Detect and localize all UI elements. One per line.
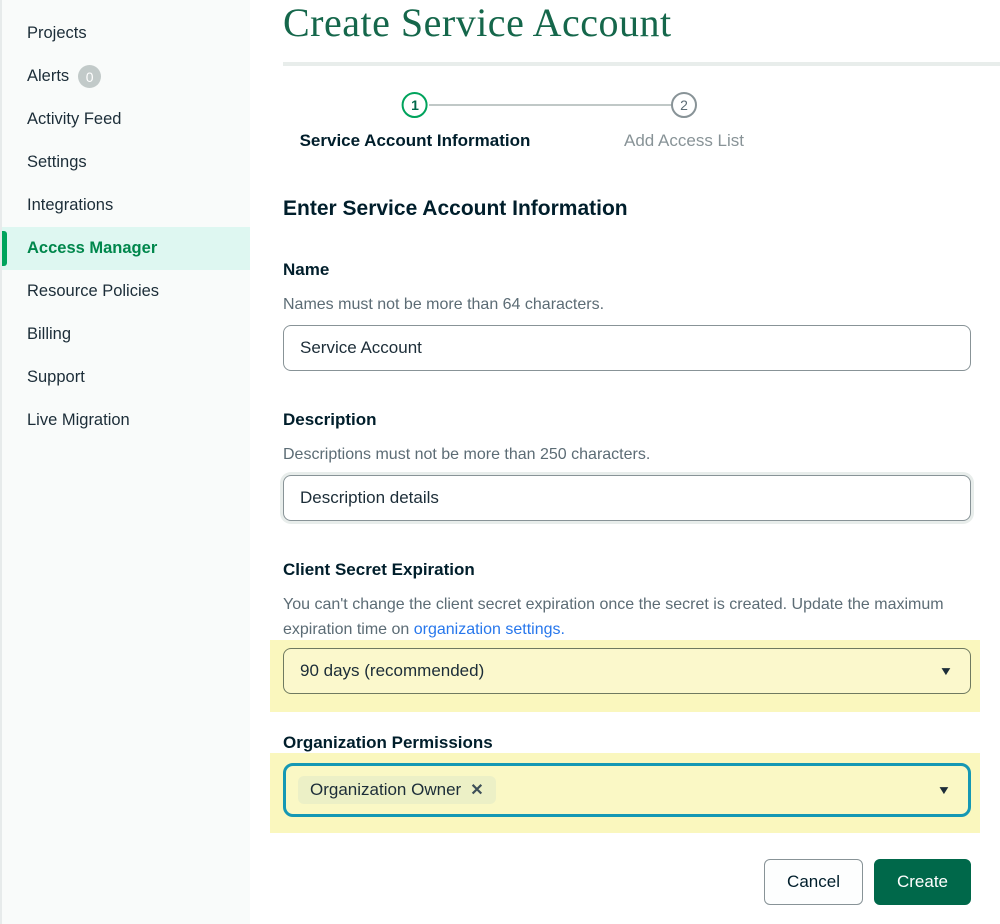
sidebar-item-label: Resource Policies bbox=[27, 282, 160, 300]
sidebar-item-live-migration[interactable] bbox=[2, 399, 250, 442]
description-label: Description bbox=[283, 410, 377, 429]
highlight-client-secret-expiration bbox=[270, 640, 980, 712]
step-2-label: Add Access List bbox=[623, 131, 745, 150]
chip-label: Organization Owner bbox=[310, 780, 462, 799]
sidebar-item-projects[interactable] bbox=[2, 12, 250, 55]
sidebar-item-label: Alerts bbox=[27, 67, 70, 85]
section-heading: Enter Service Account Information bbox=[283, 197, 628, 220]
stepper bbox=[283, 92, 971, 153]
step-1-label: Service Account Information bbox=[299, 131, 531, 150]
page-title: Create Service Account bbox=[283, 0, 672, 45]
step-1-circle: 1 bbox=[402, 92, 428, 118]
sidebar-item-label: Projects bbox=[27, 24, 87, 42]
active-indicator-bar bbox=[2, 231, 7, 266]
sidebar-item-label: Access Manager bbox=[27, 239, 158, 257]
stepper-step-2[interactable] bbox=[624, 92, 744, 151]
main-content bbox=[250, 0, 1000, 924]
organization-settings-link[interactable]: organization settings. bbox=[413, 621, 565, 638]
client-secret-helper-prefix: You can't change the client secret expiration once the secret is created. Update the maximum expiration time on bbox=[283, 596, 944, 638]
sidebar-item-label: Support bbox=[27, 368, 85, 386]
sidebar-item-label: Settings bbox=[27, 153, 87, 171]
form-actions bbox=[283, 859, 971, 905]
alerts-count-badge: 0 bbox=[78, 65, 101, 88]
sidebar-item-label: Billing bbox=[27, 325, 72, 343]
client-secret-selected-option: 90 days (recommended) bbox=[300, 661, 485, 680]
organization-permissions-combobox[interactable] bbox=[283, 763, 971, 817]
description-input[interactable] bbox=[283, 475, 971, 521]
create-button[interactable]: Create bbox=[874, 859, 971, 905]
client-secret-helper-text bbox=[283, 592, 971, 642]
sidebar-item-integrations[interactable] bbox=[2, 184, 250, 227]
description-helper-text: Descriptions must not be more than 250 characters. bbox=[283, 446, 651, 463]
sidebar-item-alerts[interactable] bbox=[2, 55, 250, 98]
sidebar-item-support[interactable] bbox=[2, 356, 250, 399]
sidebar-item-label: Live Migration bbox=[27, 411, 130, 429]
sidebar-item-label: Integrations bbox=[27, 196, 114, 214]
stepper-step-1[interactable] bbox=[300, 92, 531, 151]
highlight-organization-permissions bbox=[270, 753, 980, 833]
title-divider bbox=[283, 62, 1000, 66]
chevron-down-icon: ▼ bbox=[936, 783, 952, 797]
client-secret-expiration-label: Client Secret Expiration bbox=[283, 560, 475, 579]
sidebar-item-resource-policies[interactable] bbox=[2, 270, 250, 313]
step-2-circle: 2 bbox=[671, 92, 697, 118]
cancel-button[interactable]: Cancel bbox=[764, 859, 863, 905]
name-helper-text: Names must not be more than 64 characters. bbox=[283, 296, 605, 313]
sidebar-item-settings[interactable] bbox=[2, 141, 250, 184]
name-label: Name bbox=[283, 260, 330, 279]
sidebar-item-access-manager[interactable] bbox=[2, 227, 250, 270]
organization-permissions-label: Organization Permissions bbox=[283, 733, 493, 752]
name-input[interactable] bbox=[283, 325, 971, 371]
chevron-down-icon: ▼ bbox=[938, 664, 954, 678]
chip-remove-icon[interactable]: ✕ bbox=[470, 782, 484, 799]
sidebar-item-billing[interactable] bbox=[2, 313, 250, 356]
sidebar bbox=[0, 0, 250, 924]
client-secret-expiration-select[interactable] bbox=[283, 648, 971, 694]
organization-owner-chip bbox=[298, 776, 496, 804]
sidebar-item-activity-feed[interactable] bbox=[2, 98, 250, 141]
sidebar-item-label: Activity Feed bbox=[27, 110, 122, 128]
